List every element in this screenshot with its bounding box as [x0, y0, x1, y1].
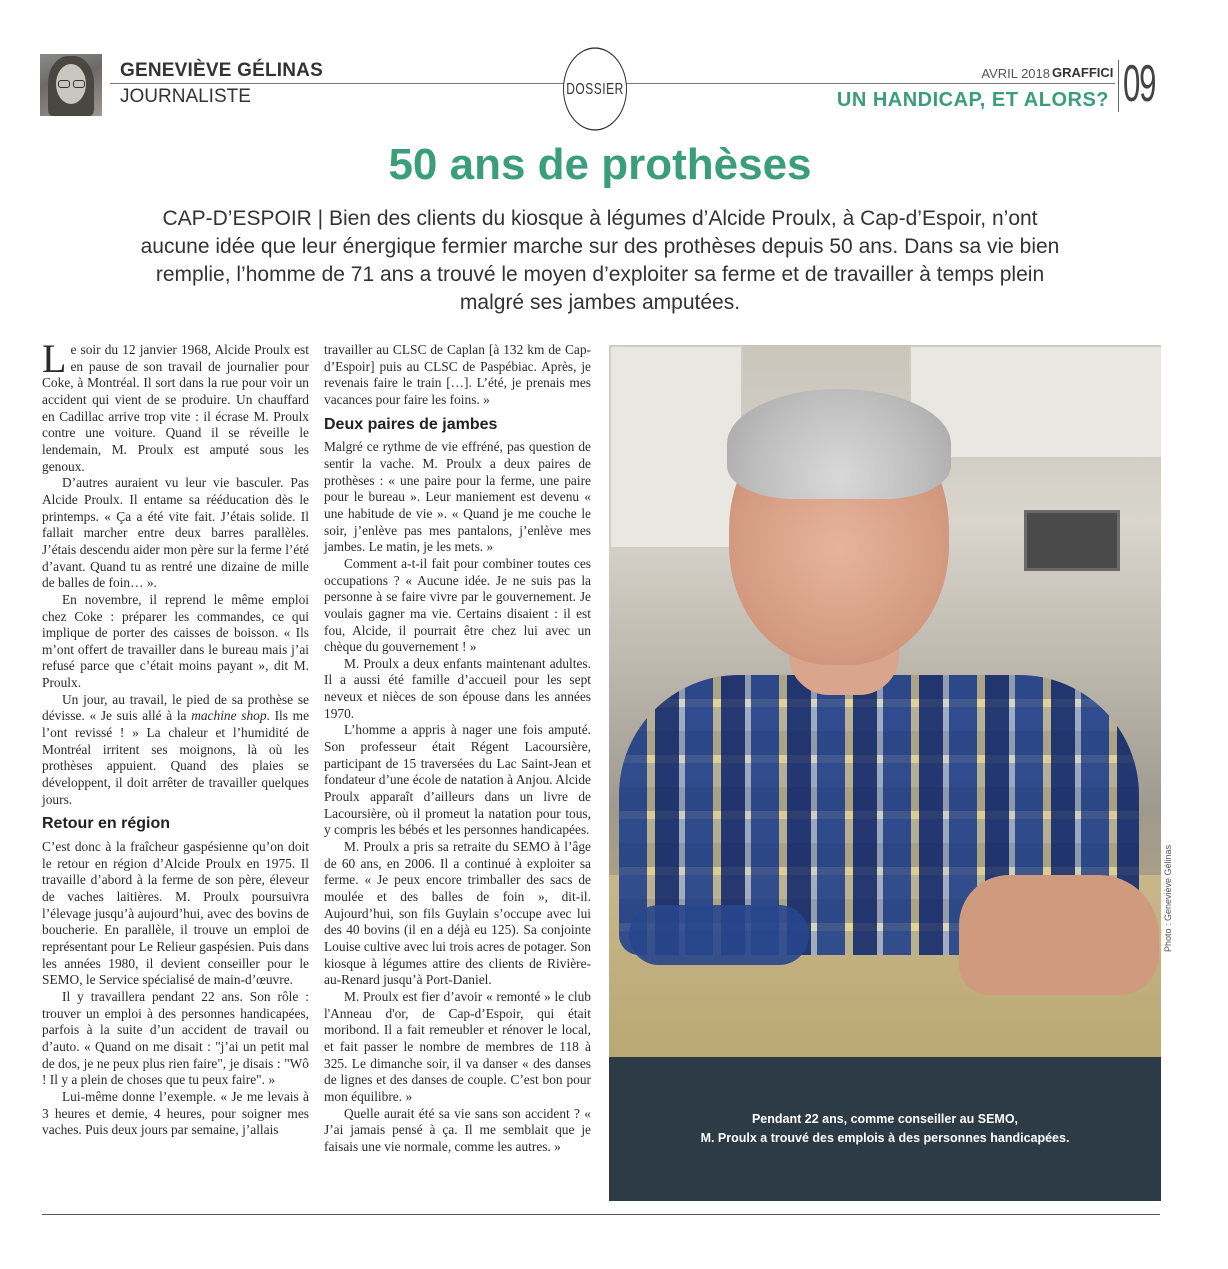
photo-credit: Photo : Geneviève Gélinas [1163, 844, 1173, 952]
photo-caption: Pendant 22 ans, comme conseiller au SEMO, M. Proulx a trouvé des emplois à des personnes handicapées. [700, 1112, 1070, 1145]
dossier-badge: DOSSIER [563, 47, 627, 130]
paragraph: C’est donc à la fraîcheur gaspésienne qu’on doit le retour en région d’Alcide Proulx en 1975. Il travaille d’abord à la ferme de son père, éleveur de vaches laitières. M. Proulx poursuivra l’élevage jusqu’à aujourd’hui, avec des bovins de boucherie. En parallèle, il trouve un emploi de représentant pour Le Relieur gaspésien. Puis dans les années 1980, il devient conseiller pour le SEMO, le Service spécialisé de main-d’œuvre. [42, 839, 309, 988]
issue-date: AVRIL 2018 [981, 66, 1050, 81]
paragraph: M. Proulx est fier d’avoir « remonté » le club l'Anneau d'or, de Cap-d’Espoir, qui était moribond. Il a fait remeubler et rénover le local, et fait passer le nombre de membres de 118 à 325. Le dimanche soir, il va danser « des danses de lignes et des danses de couple. C’est bon pour mon équilibre. » [324, 988, 591, 1104]
page-number: 09 [1123, 55, 1156, 113]
section-title: UN HANDICAP, ET ALORS? [836, 89, 1109, 111]
footer-rule [42, 1214, 1160, 1215]
paragraph: Comment a-t-il fait pour combiner toutes ces occupations ? « Aucune idée. Je ne suis pas la personne à se faire vivre par le gouvernement. Je voulais gagner ma vie. Certains disaient : il est fou, Alcide, il pourrait être chez lui avec un chèque du gouvernement ! » [324, 555, 591, 655]
article-headline: 50 ans de prothèses [388, 140, 812, 189]
publication-brand: GRAFFICI [1052, 65, 1114, 80]
paragraph: Le soir du 12 janvier 1968, Alcide Proulx est en pause de son travail de journalier pour Coke, à Montréal. Il sort dans la rue pour voir un accident qui vient de se produire. Un chauffard en Cadillac arrive trop vite : il écrase M. Proulx contre une voiture. Quand il se réveille le lendemain, M. Proulx est amputé sous les genoux. [42, 336, 309, 474]
article-column-2 [324, 342, 591, 1156]
paragraph: travailler au CLSC de Caplan [à 132 km de Cap-d’Espoir] puis au CLSC de Paspébiac. Après, je revenais faire le train […]. L’été, je prenais mes vacances pour faire les foins. » [324, 342, 591, 407]
subheading-jambes: Deux paires de jambes [324, 415, 498, 433]
paragraph: M. Proulx a pris sa retraite du SEMO à l’âge de 60 ans, en 2006. Il a continué à exploiter sa ferme. « Je peux encore trimballer des sacs de moulée et des balles de foin », dit-il. Aujourd’hui, son fils Guylain s’occupe avec lui des 40 bovins (il en a déjà eu 125). Sa conjointe Louise cultive avec lui trois acres de potager. Son kiosque à légumes attire des clients de Rivière-au-Renard jusqu’à Port-Daniel. [324, 839, 591, 988]
microwave [1024, 510, 1120, 571]
paragraph: En novembre, il reprend le même emploi chez Coke : préparer les commandes, ce qui implique de porter des caisses de boisson. « Ils m’ont offert de travailler dans le bureau mais j’ai refusé parce que c’était moins payant », dit M. Proulx. [42, 591, 309, 691]
hand [959, 875, 1159, 995]
paragraph: Malgré ce rythme de vie effréné, pas question de sentir la vache. M. Proulx a deux paires de prothèses : « une paire pour la ferme, une paire pour le bureau ». Leur maniement est devenu « une habitude de vie ». « Quand je me couche le soir, j’enlève pas mes pantalons, j’enlève mes jambes. Le matin, je les mets. » [324, 439, 591, 555]
paragraph: Un jour, au travail, le pied de sa prothèse se dévisse. « Je suis allé à la machine shop. Ils me l’ont revissé ! » La chaleur et l’humidité de Montréal irritent ses moignons, là où les prothèses appuient. Quand des plaies se développent, il doit arrêter de travailler quelques jours. [42, 691, 310, 807]
paragraph: Il y travaillera pendant 22 ans. Son rôle : trouver un emploi à des personnes handicapées, parfois à la suite d’un accident de travail ou d’auto. « Quand on me disait : "j’ai un petit mal de dos, je ne peux plus rien faire", je disais : "Wô ! Il y a plein de choses que tu peux faire". » [42, 988, 309, 1088]
author-name: GENEVIÈVE GÉLINAS [120, 60, 323, 81]
article-lede: CAP-D’ESPOIR | Bien des clients du kiosque à légumes d’Alcide Proulx, à Cap-d’Espoir, n’ont aucune idée que leur énergique fermier marche sur des prothèses depuis 50 ans. Dans sa vie bien remplie, l’homme de 71 ans a trouvé le moyen d’exploiter sa ferme et de travailler à temps plein malgré ses jambes amputées. [140, 207, 1060, 314]
author-role: JOURNALISTE [120, 86, 251, 107]
hair [727, 389, 951, 499]
paragraph: Quelle aurait été sa vie sans son accident ? « J’ai jamais pensé à ça. Il me semblait que je faisais une vie normale, comme les autres. » [324, 1105, 591, 1154]
caption-box [609, 1057, 1161, 1201]
paragraph: M. Proulx a deux enfants maintenant adultes. Il a aussi été famille d’accueil pour les sept neveux et nièces de son épouse dans les années 1970. [324, 655, 591, 721]
paragraph: Lui-même donne l’exemple. « Je me levais à 3 heures et demie, 4 heures, pour soigner mes vaches. Puis deux jours par semaine, j’allais [42, 1088, 309, 1138]
drop-cap: L [42, 336, 67, 381]
page-number-divider [1118, 60, 1119, 112]
article-column-1 [42, 336, 310, 1139]
paragraph: L’homme a appris à nager une fois amputé. Son professeur était Régent Lacoursière, participant de 15 traversées du Lac Saint-Jean et fondateur d’une école de natation à Anjou. Alcide Proulx apparaît d’ailleurs dans un livre de Lacoursière, où il promeut la natation pour tous, y compris les bébés et les personnes handicapées. [324, 722, 591, 838]
subheading-retour: Retour en région [42, 815, 171, 833]
paragraph: D’autres auraient vu leur vie basculer. Pas Alcide Proulx. Il entame sa rééducation dès le printemps. « Ça a été vite fait. J’étais solide. Il fallait marcher entre deux barres parallèles. J’étais descendu aider mon père sur la ferme l’été d’avant. Quand tu as rentré une dizaine de mille de balles de foin… ». [42, 475, 309, 591]
arm [629, 905, 809, 965]
article-photo [609, 345, 1161, 1057]
author-photo [40, 54, 102, 116]
kitchen-cabinet [609, 345, 743, 549]
